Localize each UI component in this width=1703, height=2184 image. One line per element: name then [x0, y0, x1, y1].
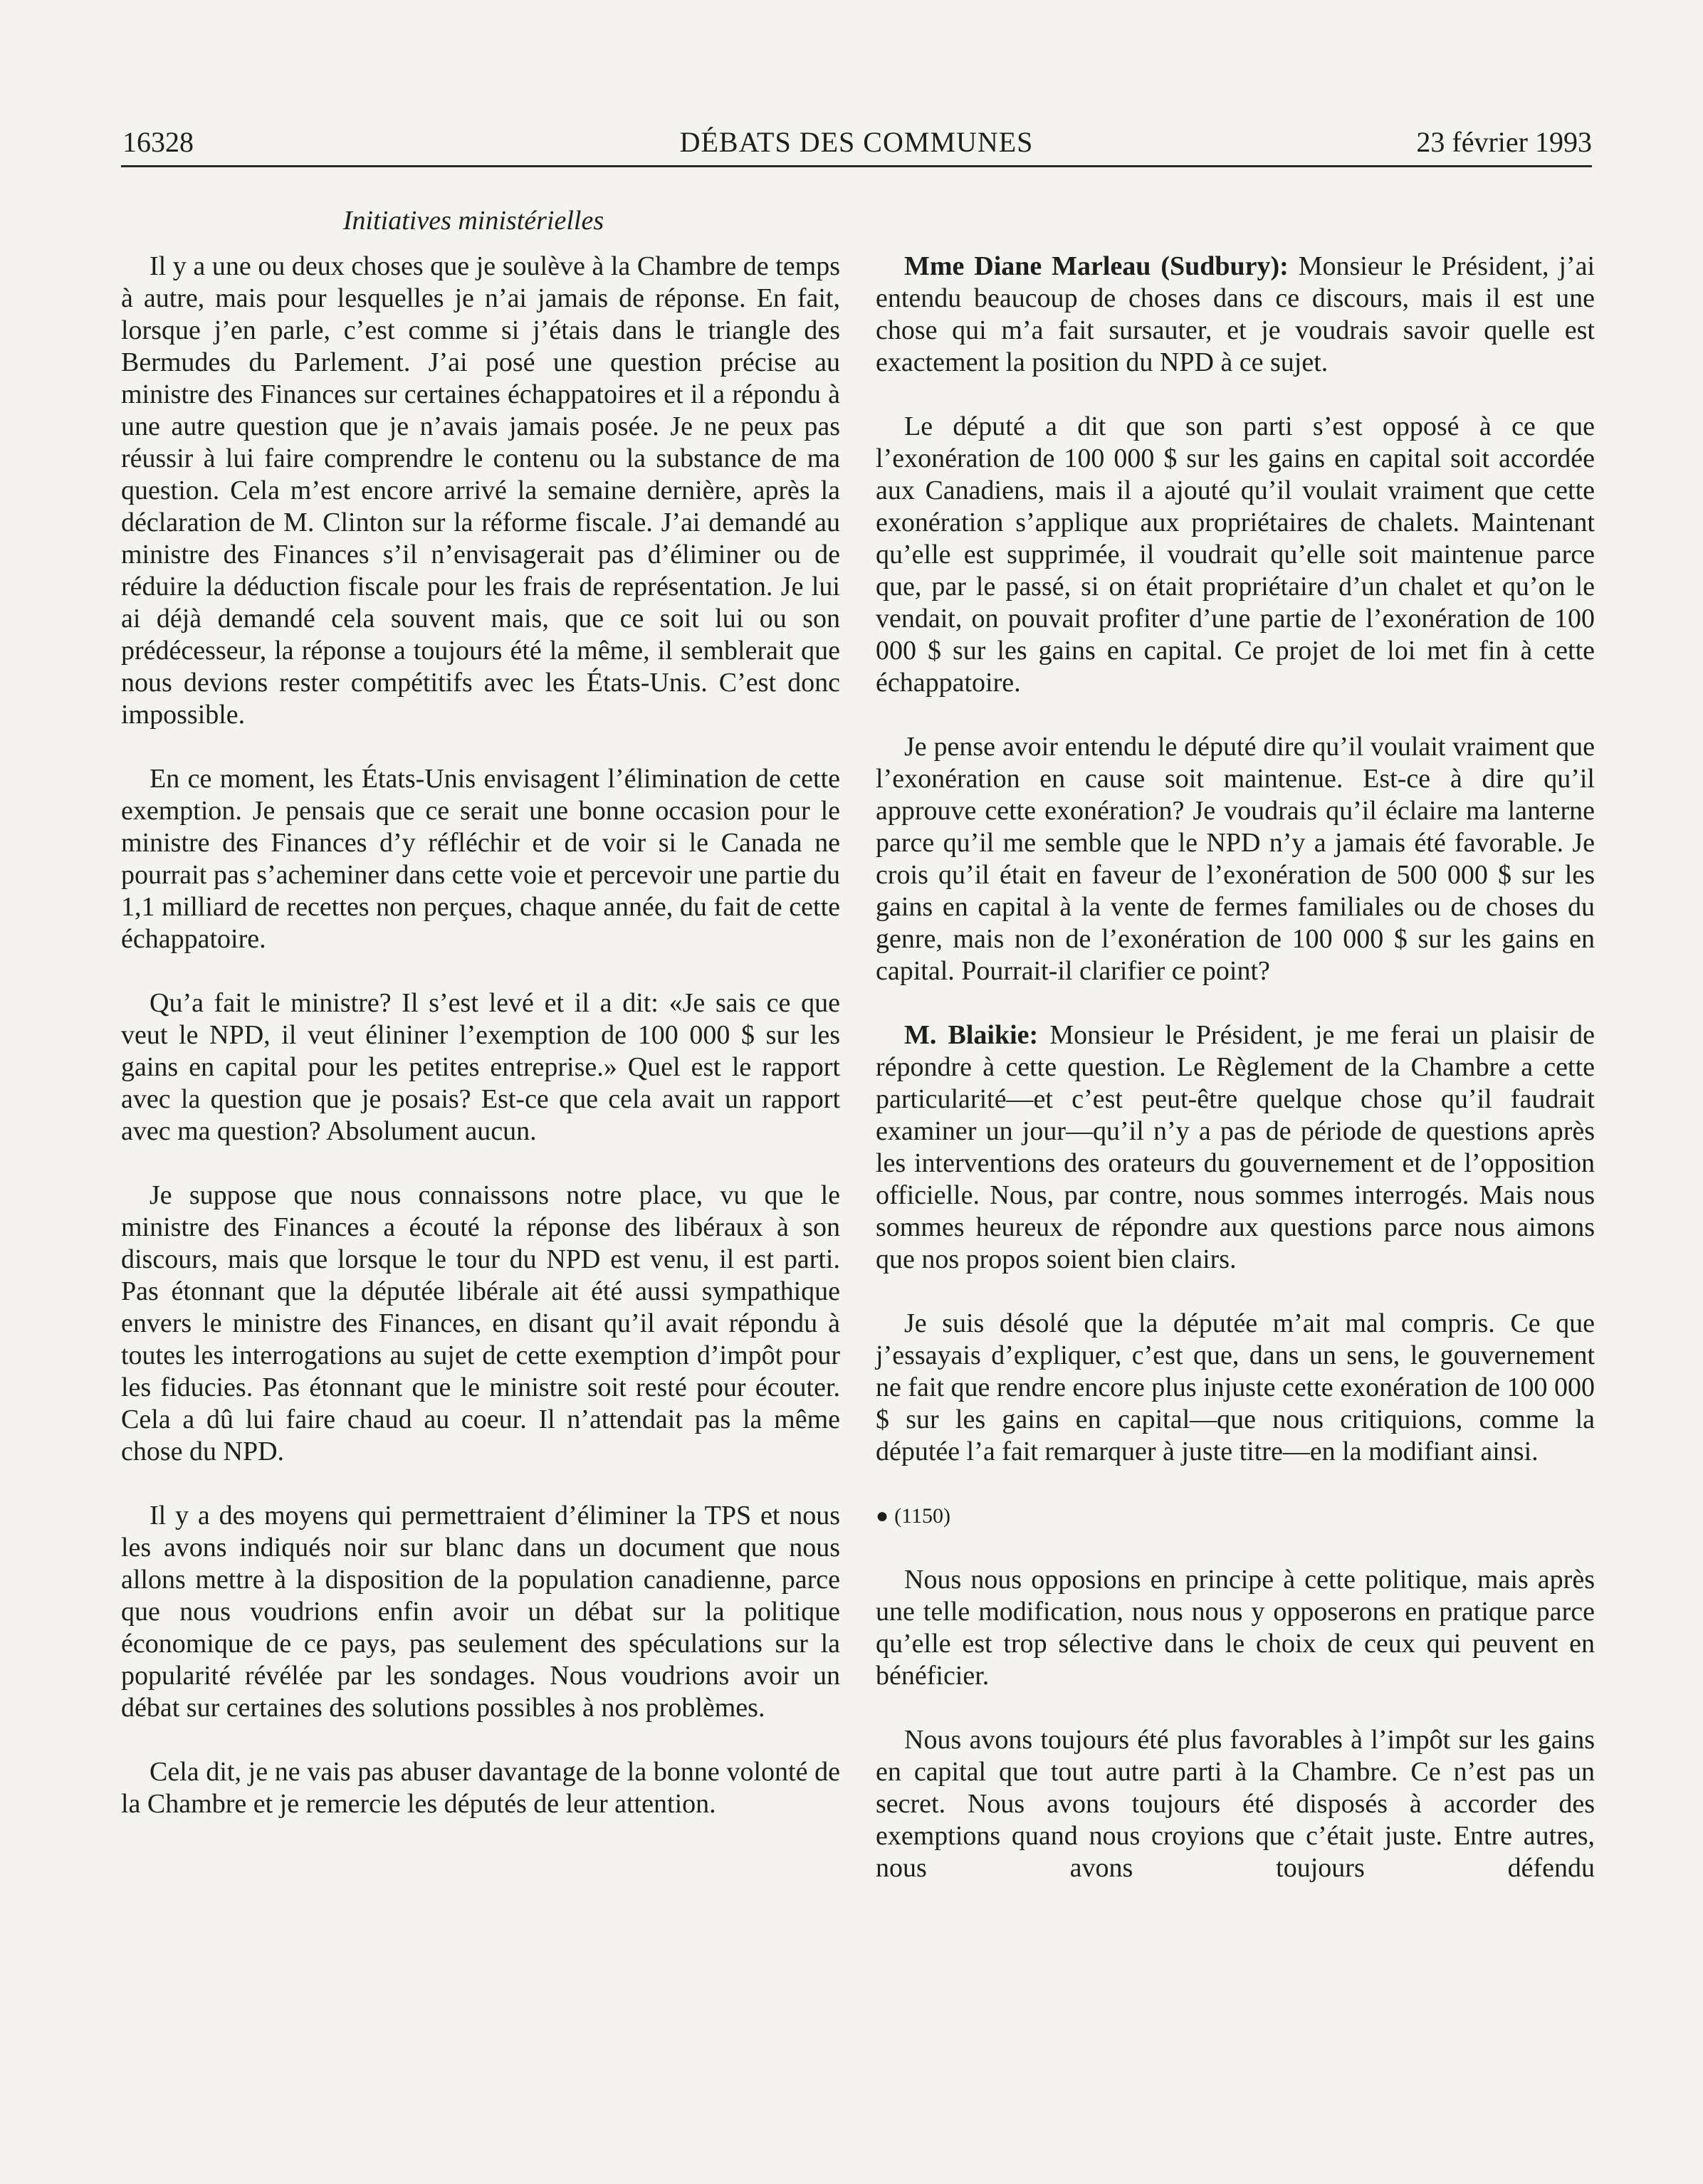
speech-text: Monsieur le Président, j’ai entendu beaucoup de choses dans ce discours, mais il est une chose qui m’a fait sursauter, et je voudrais savoir quelle est exactement la position du NPD à ce sujet. — [876, 251, 1595, 377]
publication-title: DÉBATS DES COMMUNES — [679, 126, 1034, 158]
right-column — [876, 251, 1595, 1884]
paragraph: Le député a dit que son parti s’est opposé à ce que l’exonération de 100 000 $ sur les gains en capital soit accordée aux Canadiens, mais il a ajouté qu’il voulait vraiment que cette exonération s’applique aux propriétaires de chalets. Maintenant qu’elle est supprimée, il voudrait qu’elle soit maintenue parce que, par le passé, si on était propriétaire d’un chalet et qu’on le vendait, on pouvait profiter d’une partie de l’exonération de 100 000 $ sur les gains en capital. Ce projet de loi met fin à cette échappatoire. — [876, 411, 1595, 698]
time-marker — [876, 1500, 1595, 1532]
paragraph: Nous nous opposions en principe à cette politique, mais après une telle modification, nous nous y opposerons en pratique parce qu’elle est trop sélective dans le choix de ceux qui peuvent en bénéficier. — [876, 1565, 1595, 1691]
paragraph: Cela dit, je ne vais pas abuser davantage de la bonne volonté de la Chambre et je remercie les députés de leur attention. — [121, 1757, 840, 1819]
speech-text: Monsieur le Président, je me ferai un plaisir de répondre à cette question. Le Règlement de la Chambre a cette particularité—et c’est peut-être quelque chose qu’il faudrait examiner un jour—qu’il n’y a pas de période de questions après les interventions des orateurs du gouvernement et de l’opposition officielle. Nous, par contre, nous sommes interrogés. Mais nous sommes heureux de répondre aux questions parce nous aimons que nos propos soient bien clairs. — [876, 1020, 1595, 1274]
paragraph: Qu’a fait le ministre? Il s’est levé et il a dit: «Je sais ce que veut le NPD, il veut élininer l’exemption de 100 000 $ sur les gains en capital pour les petites entreprise.» Quel est le rapport avec la question que je posais? Est-ce que cela avait un rapport avec ma question? Absolument aucun. — [121, 988, 840, 1146]
paragraph: Il y a des moyens qui permettraient d’éliminer la TPS et nous les avons indiqués noir sur blanc dans un document que nous allons mettre à la disposition de la population canadienne, parce que nous voudrions enfin avoir un débat sur la politique économique de ce pays, pas seulement des spéculations sur la popularité révélée par les sondages. Nous voudrions avoir un débat sur certaines des solutions possibles à nos problèmes. — [121, 1501, 840, 1723]
publication-date: 23 février 1993 — [1416, 126, 1592, 158]
time-marker-text: (1150) — [894, 1504, 950, 1528]
left-column — [121, 251, 840, 1852]
page-number: 16328 — [122, 126, 194, 158]
paragraph: Il y a une ou deux choses que je soulève à la Chambre de temps à autre, mais pour lesquelles je n’ai jamais de réponse. En fait, lorsque j’en parle, c’est comme si j’étais dans le triangle des Bermudes du Parlement. J’ai posé une question précise au ministre des Finances sur certaines échappatoires et il a répondu à une autre question que je n’avais jamais posée. Je ne peux pas réussir à lui faire comprendre le contenu ou la substance de ma question. Cela m’est encore arrivé la semaine dernière, après la déclaration de M. Clinton sur la réforme fiscale. J’ai demandé au ministre des Finances s’il n’envisagerait pas d’éliminer ou de réduire la déduction fiscale pour les frais de représentation. Je lui ai déjà demandé cela souvent mais, que ce soit lui ou son prédécesseur, la réponse a toujours été la même, il semblerait que nous devions rester compétitifs avec les États-Unis. C’est donc impossible. — [121, 251, 840, 730]
paragraph: Nous avons toujours été plus favorables à l’impôt sur les gains en capital que tout autre parti à la Chambre. Ce n’est pas un secret. Nous avons toujours été disposés à accorder des exemptions quand nous croyions que c’était juste. Entre autres, nous avons toujours défendu — [876, 1725, 1595, 1883]
speaker-name: Mme Diane Marleau (Sudbury): — [904, 251, 1289, 281]
section-title: Initiatives ministérielles — [342, 206, 604, 236]
paragraph: En ce moment, les États-Unis envisagent l’élimination de cette exemption. Je pensais que ce serait une bonne occasion pour le ministre des Finances d’y réfléchir et de voir si le Canada ne pourrait pas s’acheminer dans cette voie et percevoir une partie du 1,1 milliard de recettes non perçues, chaque année, du fait de cette échappatoire. — [121, 764, 840, 954]
speech-paragraph — [876, 1019, 1595, 1276]
page-header — [121, 121, 1592, 167]
bullet-icon: ● — [876, 1504, 889, 1528]
speaker-name: M. Blaikie: — [904, 1020, 1039, 1050]
speech-paragraph — [876, 251, 1595, 379]
paragraph: Je pense avoir entendu le député dire qu’il voulait vraiment que l’exonération en cause soit maintenue. Est-ce à dire qu’il approuve cette exonération? Je voudrais qu’il éclaire ma lanterne parce qu’il me semble que le NPD n’y a jamais été favorable. Je crois qu’il était en faveur de l’exonération de 500 000 $ sur les gains en capital à la vente de fermes familiales ou de choses du genre, mais non de l’exonération de 100 000 $ sur les gains en capital. Pourrait-il clarifier ce point? — [876, 732, 1595, 986]
paragraph: Je suppose que nous connaissons notre place, vu que le ministre des Finances a écouté la réponse des libéraux à son discours, mais que lorsque le tour du NPD est venu, il est parti. Pas étonnant que la députée libérale ait été aussi sympathique envers le ministre des Finances, en disant qu’il avait répondu à toutes les interrogations au sujet de cette exemption d’impôt pour les fiducies. Pas étonnant que le ministre soit resté pour écouter. Cela a dû lui faire chaud au coeur. Il n’attendait pas la même chose du NPD. — [121, 1180, 840, 1466]
paragraph: Je suis désolé que la députée m’ait mal compris. Ce que j’essayais d’expliquer, c’est que, dans un sens, le gouvernement ne fait que rendre encore plus injuste cette exonération de 100 000 $ sur les gains en capital—que nous critiquions, comme la députée l’a fait remarquer à juste titre—en la modifiant ainsi. — [876, 1308, 1595, 1466]
